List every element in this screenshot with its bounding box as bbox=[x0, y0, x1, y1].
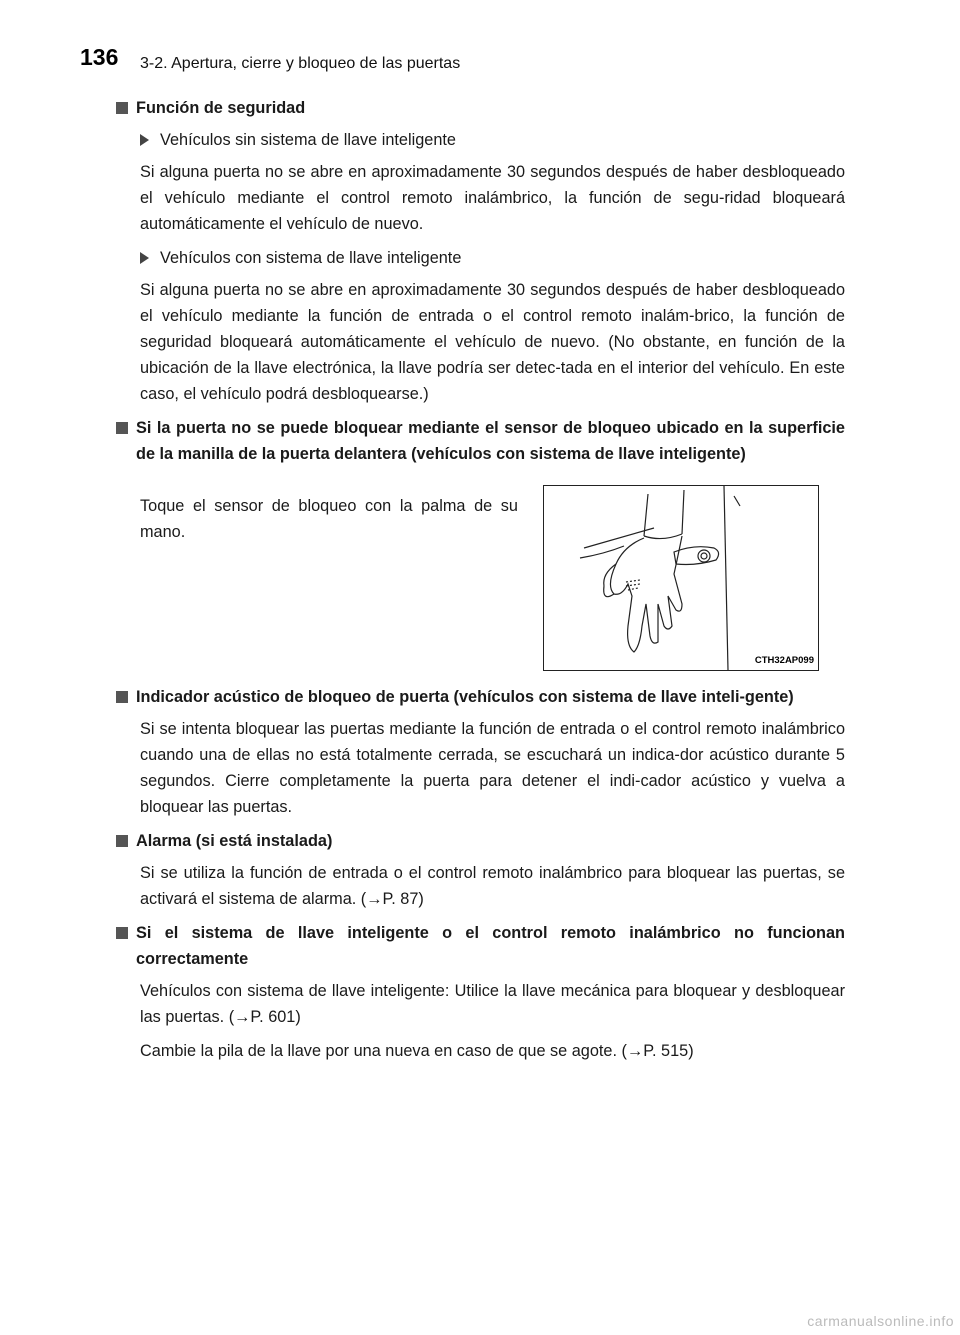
section-heading-text: Si la puerta no se puede bloquear mediante el sensor de bloqueo ubicado en la superficie de la manilla de la puerta delantera (vehículos con sistema de llave inteligente) bbox=[136, 419, 845, 463]
door-handle-illustration bbox=[544, 486, 818, 670]
lock-sensor-figure-row bbox=[120, 479, 845, 684]
paragraph-malfunction-2: Cambie la pila de la llave por una nueva en caso de que se agote. (→P. 515) bbox=[140, 1042, 694, 1060]
paragraph-malfunction-1: Vehículos con sistema de llave inteligente: Utilice la llave mecánica para bloquear y desbloquear las puertas. (→P. 601) bbox=[140, 982, 845, 1026]
page-content bbox=[120, 95, 845, 1064]
paragraph-no-smart-key: Si alguna puerta no se abre en aproximadamente 30 segundos después de haber desbloqueado el vehículo mediante el control remoto inalámbrico, la función de segu-ridad bloqueará automáticamente el vehículo de nuevo. bbox=[140, 163, 845, 233]
subheading-smart-key bbox=[140, 245, 845, 271]
triangle-bullet-icon bbox=[140, 252, 149, 264]
section-heading-text: Alarma (si está instalada) bbox=[136, 832, 333, 850]
paragraph-buzzer: Si se intenta bloquear las puertas mediante la función de entrada o el control remoto inalámbrico cuando una de ellas no está totalmente cerrada, se escuchará un indica-dor acústico durante 5 segundos. Cierre completamente la puerta para detener el indi-cador acústico y vuelva a bloquear las puertas. bbox=[140, 720, 845, 816]
paragraph-alarm: Si se utiliza la función de entrada o el control remoto inalámbrico para bloquear las puertas, se activará el sistema de alarma. (→P. 87) bbox=[140, 864, 845, 908]
section-heading-security bbox=[120, 95, 845, 121]
section-heading-malfunction bbox=[120, 920, 845, 972]
hand-touching-door-handle-figure bbox=[543, 485, 819, 671]
subheading-text: Vehículos con sistema de llave inteligente bbox=[160, 249, 462, 267]
square-bullet-icon bbox=[116, 422, 128, 434]
section-heading-text: Indicador acústico de bloqueo de puerta (vehículos con sistema de llave inteli-gente) bbox=[136, 688, 794, 706]
subheading-no-smart-key bbox=[140, 127, 845, 153]
section-heading-buzzer bbox=[120, 684, 845, 710]
square-bullet-icon bbox=[116, 691, 128, 703]
watermark: carmanualsonline.info bbox=[807, 1313, 954, 1329]
section-heading-text: Si el sistema de llave inteligente o el control remoto inalámbrico no funcionan correctamente bbox=[136, 924, 845, 968]
chapter-title: 3-2. Apertura, cierre y bloqueo de las puertas bbox=[140, 55, 461, 72]
paragraph-lock-sensor: Toque el sensor de bloqueo con la palma de su mano. bbox=[140, 497, 518, 542]
section-heading-text: Función de seguridad bbox=[136, 99, 306, 117]
section-heading-lock-sensor bbox=[120, 415, 845, 467]
page-number: 136 bbox=[80, 44, 119, 70]
figure-code: CTH32AP099 bbox=[754, 655, 814, 666]
triangle-bullet-icon bbox=[140, 134, 149, 146]
square-bullet-icon bbox=[116, 927, 128, 939]
paragraph-smart-key: Si alguna puerta no se abre en aproximadamente 30 segundos después de haber desbloqueado el vehículo mediante la función de entrada o el control remoto inalám-brico, la función de seguridad bloqueará automáticamente el vehículo de nuevo. (No obstante, en función de la ubicación de la llave electrónica, la llave podría ser detec-tada en el interior del vehículo. En este caso, el vehículo podrá desbloquearse.) bbox=[140, 281, 845, 403]
square-bullet-icon bbox=[116, 835, 128, 847]
subheading-text: Vehículos sin sistema de llave inteligente bbox=[160, 131, 456, 149]
section-heading-alarm bbox=[120, 828, 845, 854]
square-bullet-icon bbox=[116, 102, 128, 114]
